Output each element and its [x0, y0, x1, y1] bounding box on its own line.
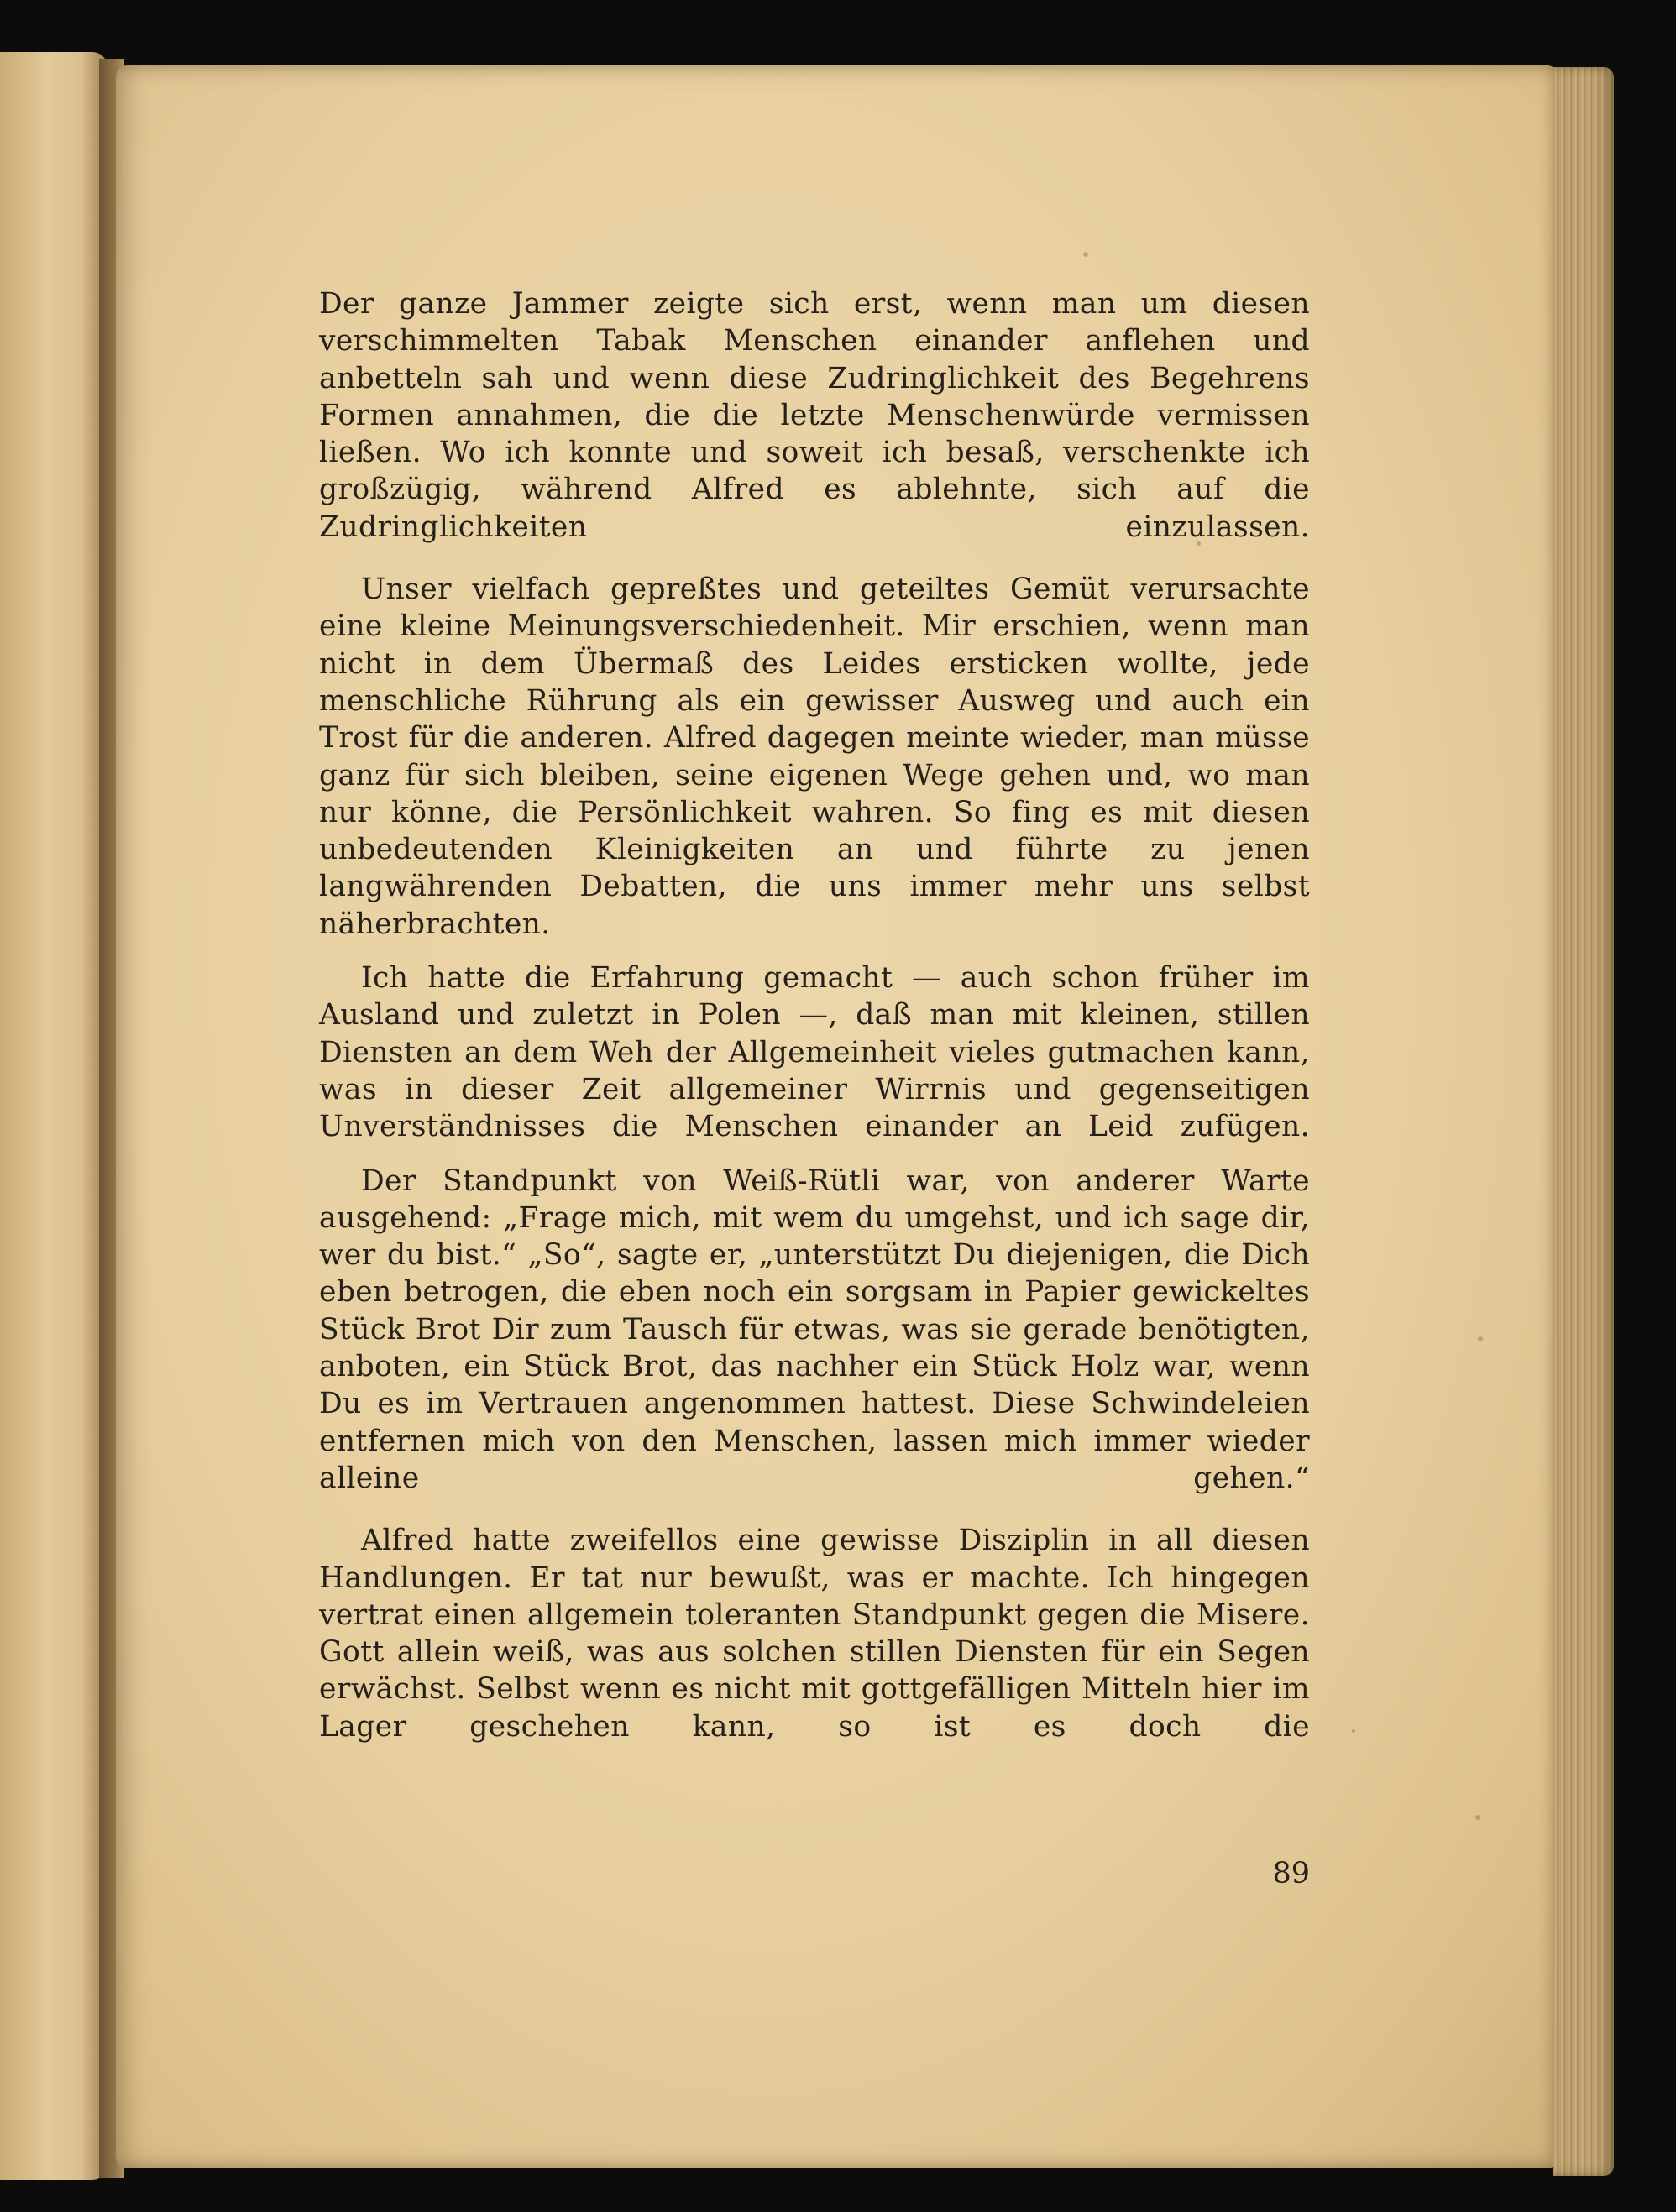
paper-speck: [1475, 1815, 1480, 1820]
paragraph-3: Ich hatte die Erfahrung gemacht — auch schon früher im Ausland und zuletzt in Polen —, daß man mit kleinen, stillen Diensten an dem Weh der Allgemeinheit vieles gutmachen kann, was in dieser Zeit allgemeiner Wirrnis und gegenseitigen Unverständnisses die Menschen einander an Leid zufügen.: [319, 961, 1310, 1144]
previous-page-edge: [0, 52, 107, 2180]
paragraph-5: Alfred hatte zweifellos eine gewisse Disziplin in all diesen Handlungen. Er tat nur bewußt, was er machte. Ich hingegen vertrat einen allgemein toleranten Standpunkt gegen die Misere. Gott allein weiß, was aus solchen stillen Diensten für ein Segen erwächst. Selbst wenn es nicht mit gottgefälligen Mitteln hier im Lager geschehen kann, so ist es doch die: [319, 1524, 1310, 1744]
paragraph-1: Der ganze Jammer zeigte sich erst, wenn man um diesen verschimmelten Tabak Menschen einander anflehen und anbetteln sah und wenn diese Zudringlichkeit des Begehrens Formen annahmen, die die letzte Menschenwürde vermissen ließen. Wo ich konnte und soweit ich besaß, verschenkte ich großzügig, während Alfred es ablehnte, sich auf die Zudringlichkeiten einzulassen.: [319, 287, 1310, 544]
paragraph-4: Der Standpunkt von Weiß-Rütli war, von anderer Warte ausgehend: „Frage mich, mit wem du umgehst, und ich sage dir, wer du bist.“ „So“, sagte er, „unterstützt Du diejenigen, die Dich eben betrogen, die eben noch ein sorgsam in Papier gewickeltes Stück Brot Dir zum Tausch für etwas, was sie gerade benötigten, anboten, ein Stück Brot, das nachher ein Stück Holz war, wenn Du es im Vertrauen angenommen hattest. Diese Schwindeleien entfernen mich von den Menschen, lassen mich immer wieder alleine gehen.“: [319, 1164, 1310, 1495]
paragraph-gap: [319, 546, 1310, 571]
paragraph-gap: [319, 943, 1310, 960]
paper-speck: [1478, 1336, 1483, 1341]
paragraph-gap: [319, 1146, 1310, 1163]
page-stack-edges: [1553, 67, 1614, 2176]
paper-speck: [1083, 252, 1088, 257]
paragraph-gap: [319, 1497, 1310, 1522]
paragraph-2: Unser vielfach gepreßtes und geteiltes Gemüt verursachte eine kleine Meinungsverschiedenheit. Mir erschien, wenn man nicht in dem Übermaß des Leides ersticken wollte, jede menschliche Rührung als ein gewisser Ausweg und auch ein Trost für die anderen. Alfred dagegen meinte wieder, man müsse ganz für sich bleiben, seine eigenen Wege gehen und, wo man nur könne, die Persönlichkeit wahren. So fing es mit diesen unbedeutenden Kleinigkeiten an und führte zu jenen langwährenden Debatten, die uns immer mehr uns selbst näherbrachten.: [319, 573, 1310, 941]
body-text: [319, 285, 1310, 1745]
page-number: 89: [1272, 1857, 1310, 1890]
paper-speck: [1352, 1729, 1355, 1733]
